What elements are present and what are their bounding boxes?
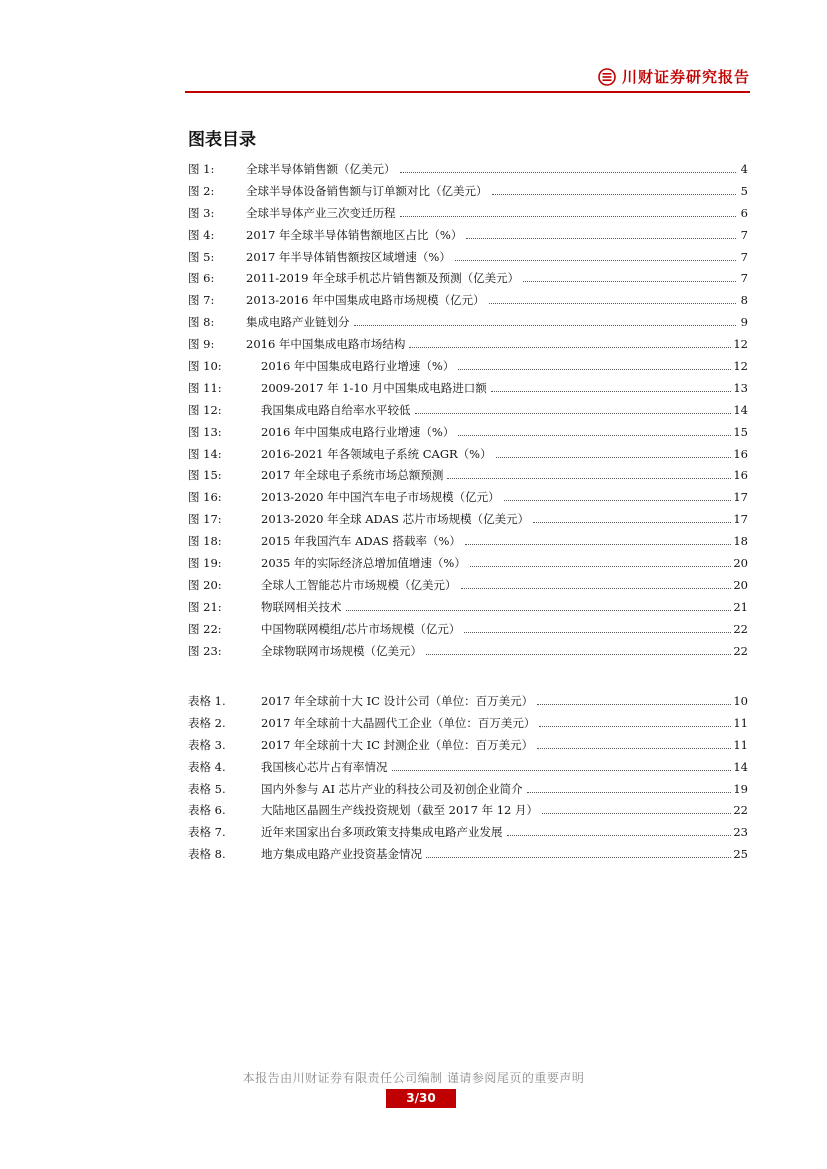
dot-leader <box>354 324 737 326</box>
toc-figure-entry-page: 18 <box>733 534 748 549</box>
toc-figure-entry[interactable] <box>188 311 748 333</box>
toc-table-entry[interactable] <box>188 690 748 712</box>
toc-figure-entry-label: 图 1: <box>188 161 215 176</box>
toc-table-entry-label: 表格 6. <box>188 803 226 818</box>
dot-leader <box>539 725 731 727</box>
toc-table-entry-page: 14 <box>733 759 748 774</box>
toc-figure-entry-page: 22 <box>733 621 748 636</box>
toc-table-entry[interactable] <box>188 821 748 843</box>
dot-leader <box>491 390 732 392</box>
toc-figure-entry[interactable] <box>188 202 748 224</box>
toc-figure-entry-page: 20 <box>733 555 748 570</box>
dot-leader <box>392 769 732 771</box>
toc-table-entry[interactable] <box>188 712 748 734</box>
toc-figure-entry-label: 图 15: <box>188 468 222 483</box>
header-divider <box>185 91 750 93</box>
toc-figure-entry-title: 全球半导体产业三次变迁历程 <box>246 205 396 220</box>
toc-figure-entry-label: 图 4: <box>188 227 215 242</box>
toc-figure-entry-page: 7 <box>740 227 748 242</box>
toc-figure-entry-title: 2011-2019 年全球手机芯片销售额及预测（亿美元） <box>246 271 520 286</box>
toc-table-entry[interactable] <box>188 756 748 778</box>
toc-figure-entry-title: 2016-2021 年各领域电子系统 CAGR（%） <box>261 446 492 461</box>
toc-figure-entry-label: 图 20: <box>188 577 222 592</box>
toc-table-entry-page: 23 <box>733 825 748 840</box>
chuancai-logo-icon <box>598 68 616 86</box>
toc-figure-entry[interactable] <box>188 267 748 289</box>
dot-leader <box>496 456 732 458</box>
dot-leader <box>507 834 732 836</box>
toc-figure-entry[interactable] <box>188 158 748 180</box>
toc-figure-entry[interactable] <box>188 464 748 486</box>
toc-table-entry[interactable] <box>188 734 748 756</box>
toc-figure-entry-title: 全球半导体销售额（亿美元） <box>246 161 396 176</box>
toc-figure-entry-page: 12 <box>733 337 748 352</box>
dot-leader <box>542 812 731 814</box>
brand-name: 川财证券研究报告 <box>621 68 750 86</box>
toc-figure-entry-title: 2013-2016 年中国集成电路市场规模（亿元） <box>246 293 485 308</box>
toc-table-entry-page: 10 <box>733 693 748 708</box>
toc-figure-entry-label: 图 7: <box>188 293 215 308</box>
toc-figure-entry-page: 16 <box>733 446 748 461</box>
toc-table-entry-title: 2017 年全球前十大 IC 设计公司（单位：百万美元） <box>261 693 534 708</box>
dot-leader <box>400 215 737 217</box>
dot-leader <box>527 791 732 793</box>
toc-figure-entry[interactable] <box>188 399 748 421</box>
toc-figure-entry[interactable] <box>188 530 748 552</box>
toc-figure-entry[interactable] <box>188 552 748 574</box>
dot-leader <box>461 587 732 589</box>
toc-figure-entry[interactable] <box>188 377 748 399</box>
dot-leader <box>447 477 731 479</box>
toc-table-entry[interactable] <box>188 778 748 800</box>
toc-table-entry-label: 表格 5. <box>188 781 226 796</box>
toc-figure-entry-page: 12 <box>733 358 748 373</box>
toc-table-entry-page: 11 <box>733 737 748 752</box>
toc-table-entry-title: 我国核心芯片占有率情况 <box>261 759 388 774</box>
toc-table-entry-page: 25 <box>733 847 748 862</box>
toc-figure-entry-title: 2017 年全球半导体销售额地区占比（%） <box>246 227 463 242</box>
dot-leader <box>415 412 732 414</box>
toc-figure-entry-page: 4 <box>740 161 748 176</box>
toc-figure-entry[interactable] <box>188 574 748 596</box>
toc-figure-entry-label: 图 22: <box>188 621 222 636</box>
dot-leader <box>455 259 736 261</box>
toc-figure-entry[interactable] <box>188 355 748 377</box>
toc-figure-entry-label: 图 16: <box>188 490 222 505</box>
toc-figure-entry-title: 中国物联网模组/芯片市场规模（亿元） <box>261 621 461 636</box>
toc-figure-entry[interactable] <box>188 333 748 355</box>
toc-figure-entry-label: 图 10: <box>188 358 222 373</box>
toc-figure-entry-page: 5 <box>740 183 748 198</box>
toc-figure-entry[interactable] <box>188 224 748 246</box>
toc-figure-entry-title: 2015 年我国汽车 ADAS 搭载率（%） <box>261 534 461 549</box>
dot-leader <box>504 499 732 501</box>
dot-leader <box>466 237 736 239</box>
dot-leader <box>537 703 731 705</box>
toc-figure-entry-label: 图 19: <box>188 555 222 570</box>
dot-leader <box>537 747 731 749</box>
toc-figure-entry[interactable] <box>188 618 748 640</box>
toc-figure-entry-label: 图 14: <box>188 446 222 461</box>
toc-figure-entry-title: 2016 年中国集成电路行业增速（%） <box>261 358 455 373</box>
toc-figure-entry-title: 物联网相关技术 <box>261 599 342 614</box>
toc-figure-entry[interactable] <box>188 421 748 443</box>
dot-leader <box>492 193 737 195</box>
dot-leader <box>426 856 731 858</box>
brand <box>598 66 750 87</box>
toc-figure-entry-label: 图 17: <box>188 512 222 527</box>
toc-table-entry-page: 11 <box>733 715 748 730</box>
toc-table-entry-label: 表格 1. <box>188 693 226 708</box>
toc-figure-entry-page: 16 <box>733 468 748 483</box>
toc-figure-entry-page: 14 <box>733 402 748 417</box>
toc-table-entry-title: 近年来国家出台多项政策支持集成电路产业发展 <box>261 825 503 840</box>
toc-figure-entry[interactable] <box>188 246 748 268</box>
toc-figure-entry-page: 15 <box>733 424 748 439</box>
toc-figure-entry-label: 图 23: <box>188 643 222 658</box>
dot-leader <box>458 368 731 370</box>
toc-table-entry-label: 表格 3. <box>188 737 226 752</box>
toc-table-entry-title: 大陆地区晶圆生产线投资规划（截至 2017 年 12 月） <box>261 803 539 818</box>
toc-figure-entry-label: 图 2: <box>188 183 215 198</box>
toc-figure-entry-page: 13 <box>733 380 748 395</box>
page-header <box>185 66 750 92</box>
toc-table-entry[interactable] <box>188 843 748 865</box>
toc-figure-entry-label: 图 12: <box>188 402 222 417</box>
toc-figure-entry-page: 20 <box>733 577 748 592</box>
toc-figure-entry[interactable] <box>188 443 748 465</box>
toc-figure-entry-label: 图 21: <box>188 599 222 614</box>
toc-figure-entry-label: 图 18: <box>188 534 222 549</box>
dot-leader <box>470 565 732 567</box>
toc-figure-entry[interactable] <box>188 508 748 530</box>
toc-figure-entry-label: 图 11: <box>188 380 222 395</box>
dot-leader <box>465 543 731 545</box>
toc-figure-entry-page: 7 <box>740 271 748 286</box>
dot-leader <box>346 609 732 611</box>
toc-table-entry-page: 22 <box>733 803 748 818</box>
toc-figure-entry-page: 21 <box>733 599 748 614</box>
toc-figure-entry-page: 8 <box>740 293 748 308</box>
figure-toc-list <box>188 158 748 661</box>
toc-figure-entry-title: 全球人工智能芯片市场规模（亿美元） <box>261 577 457 592</box>
dot-leader <box>533 521 731 523</box>
toc-figure-entry-page: 9 <box>740 315 748 330</box>
toc-figure-entry[interactable] <box>188 486 748 508</box>
toc-figure-entry-title: 2017 年全球电子系统市场总额预测 <box>261 468 444 483</box>
toc-figure-entry-title: 全球半导体设备销售额与订单额对比（亿美元） <box>246 183 488 198</box>
toc-figure-entry-title: 全球物联网市场规模（亿美元） <box>261 643 422 658</box>
toc-figure-entry-label: 图 13: <box>188 424 222 439</box>
dot-leader <box>409 346 731 348</box>
toc-table-entry-page: 19 <box>733 781 748 796</box>
toc-figure-entry-title: 2009-2017 年 1-10 月中国集成电路进口额 <box>261 380 487 395</box>
toc-table-entry[interactable] <box>188 799 748 821</box>
toc-table-entry-label: 表格 4. <box>188 759 226 774</box>
toc-table-entry-label: 表格 2. <box>188 715 226 730</box>
dot-leader <box>458 434 731 436</box>
toc-table-entry-title: 2017 年全球前十大晶圆代工企业（单位：百万美元） <box>261 715 536 730</box>
toc-table-entry-label: 表格 7. <box>188 825 226 840</box>
toc-figure-entry-title: 我国集成电路自给率水平较低 <box>261 402 411 417</box>
dot-leader <box>426 653 731 655</box>
toc-figure-entry-label: 图 5: <box>188 249 215 264</box>
toc-figure-entry-label: 图 8: <box>188 315 215 330</box>
toc-figure-entry-title: 2013-2020 年中国汽车电子市场规模（亿元） <box>261 490 500 505</box>
toc-figure-entry-page: 22 <box>733 643 748 658</box>
toc-figure-entry[interactable] <box>188 640 748 662</box>
toc-figure-entry[interactable] <box>188 289 748 311</box>
toc-figure-entry-title: 2013-2020 年全球 ADAS 芯片市场规模（亿美元） <box>261 512 530 527</box>
dot-leader <box>464 631 731 633</box>
toc-figure-entry-label: 图 6: <box>188 271 215 286</box>
toc-figure-entry-title: 2035 年的实际经济总增加值增速（%） <box>261 555 466 570</box>
toc-figure-entry-page: 6 <box>740 205 748 220</box>
dot-leader <box>489 302 736 304</box>
table-toc-list <box>188 690 748 865</box>
toc-title: 图表目录 <box>188 130 256 150</box>
toc-figure-entry-label: 图 9: <box>188 337 215 352</box>
dot-leader <box>523 280 736 282</box>
toc-table-entry-title: 国内外参与 AI 芯片产业的科技公司及初创企业简介 <box>261 781 523 796</box>
toc-figure-entry[interactable] <box>188 180 748 202</box>
toc-figure-entry-page: 17 <box>733 490 748 505</box>
toc-table-entry-title: 2017 年全球前十大 IC 封测企业（单位：百万美元） <box>261 737 534 752</box>
toc-figure-entry[interactable] <box>188 596 748 618</box>
toc-figure-entry-page: 17 <box>733 512 748 527</box>
toc-figure-entry-page: 7 <box>740 249 748 264</box>
toc-table-entry-label: 表格 8. <box>188 847 226 862</box>
toc-figure-entry-title: 集成电路产业链划分 <box>246 315 350 330</box>
dot-leader <box>400 171 737 173</box>
toc-figure-entry-title: 2016 年中国集成电路行业增速（%） <box>261 424 455 439</box>
footer-disclaimer: 本报告由川财证券有限责任公司编制 谨请参阅尾页的重要声明 <box>242 1071 585 1085</box>
page-number: 3/30 <box>386 1089 456 1108</box>
toc-figure-entry-title: 2017 年半导体销售额按区域增速（%） <box>246 249 451 264</box>
toc-figure-entry-title: 2016 年中国集成电路市场结构 <box>246 337 406 352</box>
toc-figure-entry-label: 图 3: <box>188 205 215 220</box>
toc-table-entry-title: 地方集成电路产业投资基金情况 <box>261 847 422 862</box>
